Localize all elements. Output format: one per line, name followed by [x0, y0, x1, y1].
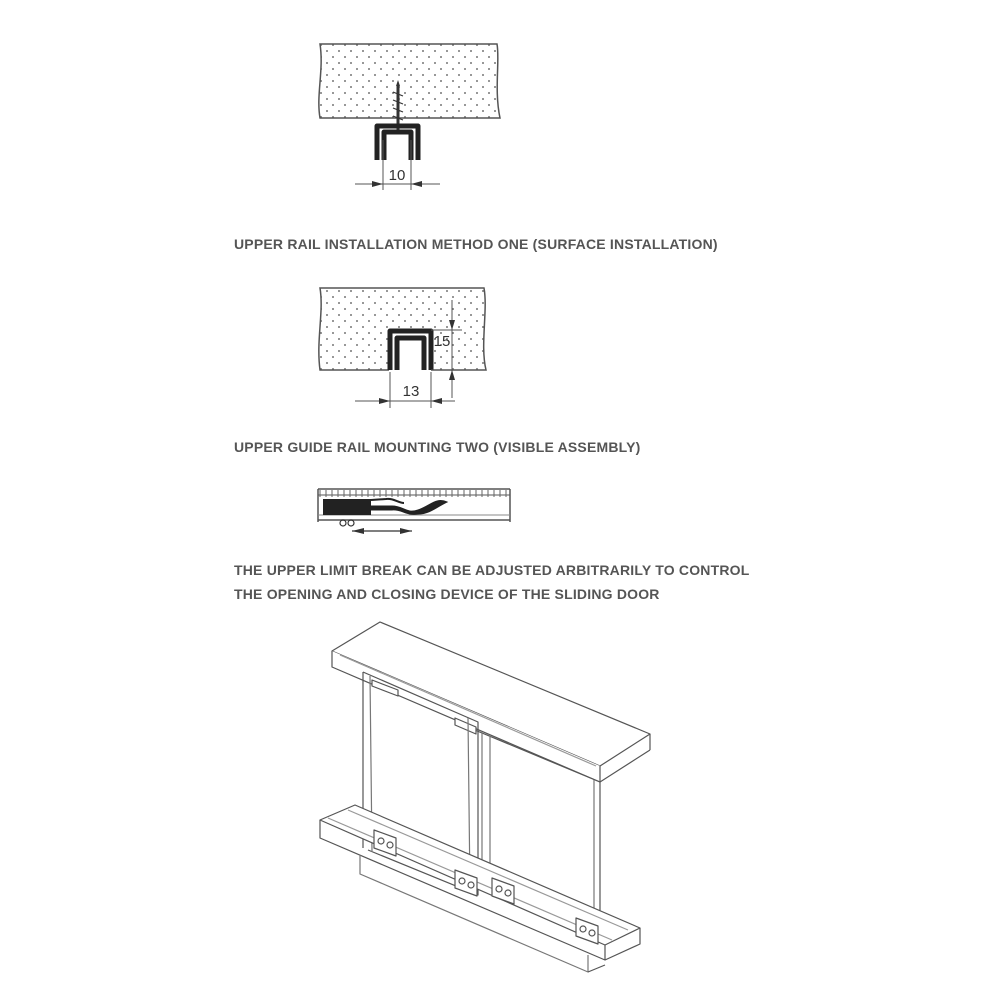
caption-method-one: UPPER RAIL INSTALLATION METHOD ONE (SURFACE INSTALLATION): [234, 236, 718, 252]
dimension-label-13: 13: [402, 383, 420, 400]
caption-method-two: UPPER GUIDE RAIL MOUNTING TWO (VISIBLE ASSEMBLY): [234, 439, 641, 455]
figure-surface-installation: [319, 44, 500, 190]
dimension-label-10: 10: [388, 167, 406, 184]
caption-limit-line-1: THE UPPER LIMIT BREAK CAN BE ADJUSTED ARBITRARILY TO CONTROL: [234, 562, 750, 578]
dimension-width-one: [355, 140, 440, 190]
adjust-arrow-icon: [352, 528, 412, 534]
dimension-width-two: [355, 372, 455, 408]
dimension-label-15: 15: [433, 333, 451, 350]
figure-limit-stop: [318, 489, 510, 534]
figure-visible-assembly: [319, 288, 486, 408]
caption-limit-line-2: THE OPENING AND CLOSING DEVICE OF THE SLIDING DOOR: [234, 586, 660, 602]
spring-clip: [371, 501, 447, 515]
ceiling-section-1: [319, 44, 500, 118]
figure-sliding-door-assembly: [320, 622, 650, 972]
top-rail-plate: [332, 622, 650, 766]
limit-stopper: [323, 499, 371, 515]
